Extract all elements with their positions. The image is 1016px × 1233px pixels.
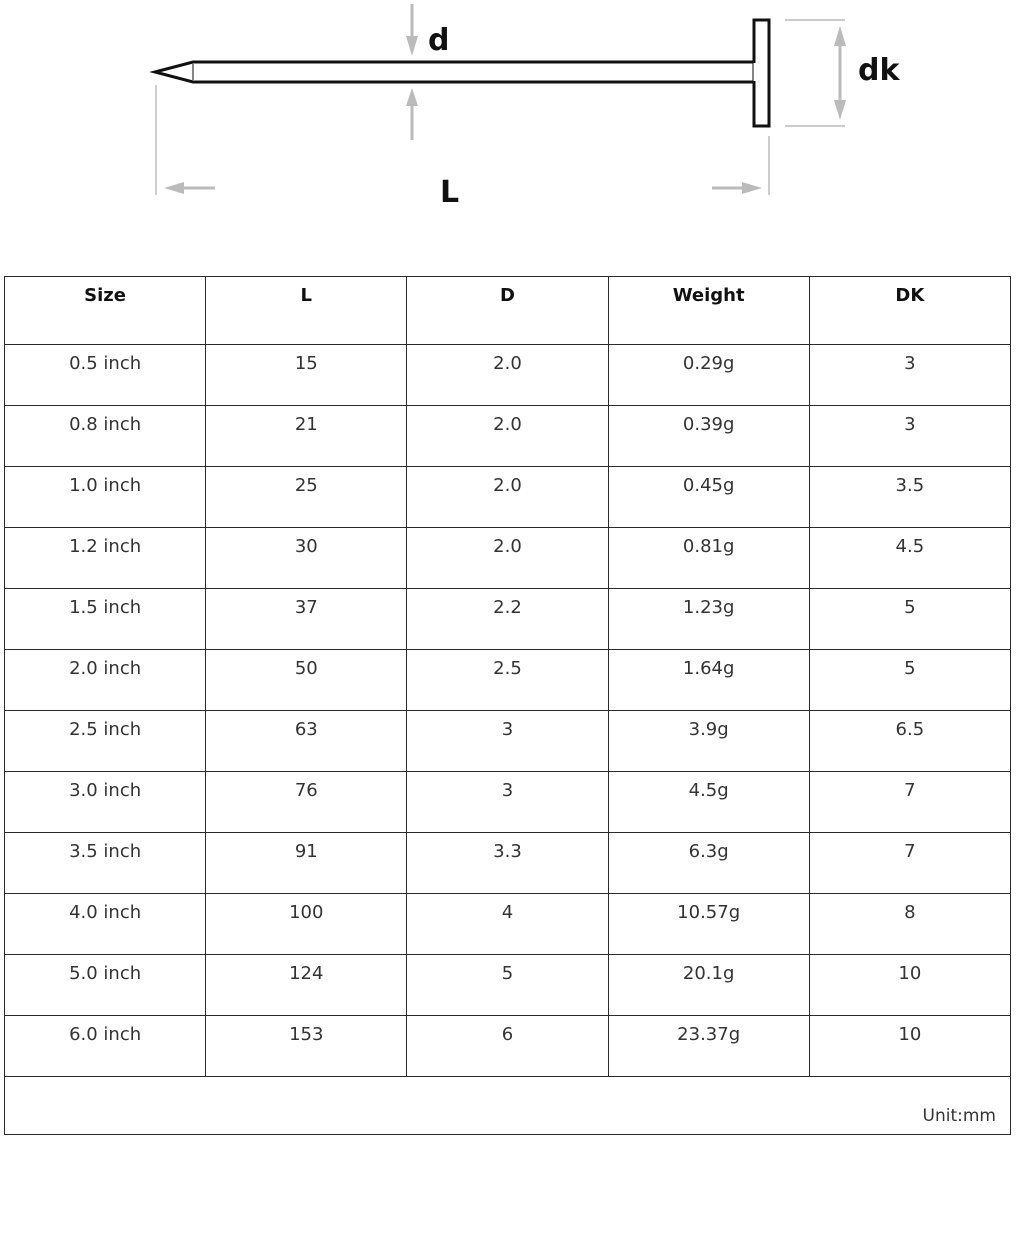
cell-L: 30 [206, 528, 407, 589]
cell-D: 2.0 [407, 467, 608, 528]
cell-size: 1.0 inch [5, 467, 206, 528]
cell-L: 25 [206, 467, 407, 528]
cell-DK: 10 [809, 955, 1010, 1016]
dk-dimension-arrows [785, 20, 846, 126]
L-dimension-arrows [156, 85, 769, 195]
cell-DK: 7 [809, 772, 1010, 833]
header-weight: Weight [608, 277, 809, 345]
cell-size: 2.5 inch [5, 711, 206, 772]
cell-L: 76 [206, 772, 407, 833]
cell-DK: 5 [809, 650, 1010, 711]
cell-DK: 4.5 [809, 528, 1010, 589]
L-label: L [440, 175, 460, 210]
cell-weight: 0.45g [608, 467, 809, 528]
cell-D: 2.0 [407, 528, 608, 589]
cell-weight: 23.37g [608, 1016, 809, 1077]
nail-dimension-diagram [0, 0, 1016, 250]
cell-L: 21 [206, 406, 407, 467]
unit-note: Unit:mm [5, 1077, 1011, 1135]
table-row [5, 1016, 1011, 1077]
cell-D: 5 [407, 955, 608, 1016]
cell-DK: 10 [809, 1016, 1010, 1077]
header-size: Size [5, 277, 206, 345]
cell-size: 1.5 inch [5, 589, 206, 650]
cell-weight: 4.5g [608, 772, 809, 833]
cell-weight: 6.3g [608, 833, 809, 894]
cell-weight: 0.81g [608, 528, 809, 589]
cell-D: 2.2 [407, 589, 608, 650]
cell-D: 6 [407, 1016, 608, 1077]
cell-size: 3.0 inch [5, 772, 206, 833]
cell-D: 4 [407, 894, 608, 955]
cell-weight: 10.57g [608, 894, 809, 955]
cell-L: 63 [206, 711, 407, 772]
d-label: d [428, 23, 450, 58]
cell-DK: 7 [809, 833, 1010, 894]
cell-weight: 1.64g [608, 650, 809, 711]
cell-size: 2.0 inch [5, 650, 206, 711]
cell-D: 2.0 [407, 345, 608, 406]
table-row [5, 589, 1011, 650]
cell-size: 4.0 inch [5, 894, 206, 955]
cell-DK: 5 [809, 589, 1010, 650]
cell-DK: 6.5 [809, 711, 1010, 772]
cell-size: 0.8 inch [5, 406, 206, 467]
cell-weight: 1.23g [608, 589, 809, 650]
cell-size: 5.0 inch [5, 955, 206, 1016]
cell-L: 124 [206, 955, 407, 1016]
table-row [5, 711, 1011, 772]
cell-weight: 3.9g [608, 711, 809, 772]
cell-size: 1.2 inch [5, 528, 206, 589]
cell-D: 3.3 [407, 833, 608, 894]
table-row [5, 772, 1011, 833]
cell-L: 50 [206, 650, 407, 711]
size-specification-table [4, 276, 1011, 1135]
cell-DK: 3 [809, 345, 1010, 406]
table-body [5, 345, 1011, 1077]
cell-size: 0.5 inch [5, 345, 206, 406]
table-row [5, 467, 1011, 528]
cell-DK: 3 [809, 406, 1010, 467]
cell-size: 3.5 inch [5, 833, 206, 894]
cell-DK: 3.5 [809, 467, 1010, 528]
cell-DK: 8 [809, 894, 1010, 955]
cell-L: 100 [206, 894, 407, 955]
cell-L: 153 [206, 1016, 407, 1077]
table-row [5, 894, 1011, 955]
cell-D: 3 [407, 711, 608, 772]
cell-D: 2.0 [407, 406, 608, 467]
dk-label: dk [858, 53, 900, 88]
cell-weight: 0.29g [608, 345, 809, 406]
cell-D: 2.5 [407, 650, 608, 711]
cell-weight: 20.1g [608, 955, 809, 1016]
cell-size: 6.0 inch [5, 1016, 206, 1077]
unit-row [5, 1077, 1011, 1135]
header-D: D [407, 277, 608, 345]
table-row [5, 955, 1011, 1016]
table-row [5, 650, 1011, 711]
table-row [5, 345, 1011, 406]
header-L: L [206, 277, 407, 345]
cell-L: 15 [206, 345, 407, 406]
header-DK: DK [809, 277, 1010, 345]
nail-shank [155, 62, 755, 82]
cell-L: 91 [206, 833, 407, 894]
table-row [5, 833, 1011, 894]
cell-weight: 0.39g [608, 406, 809, 467]
cell-L: 37 [206, 589, 407, 650]
cell-D: 3 [407, 772, 608, 833]
table-row [5, 528, 1011, 589]
table-row [5, 406, 1011, 467]
table-header-row [5, 277, 1011, 345]
